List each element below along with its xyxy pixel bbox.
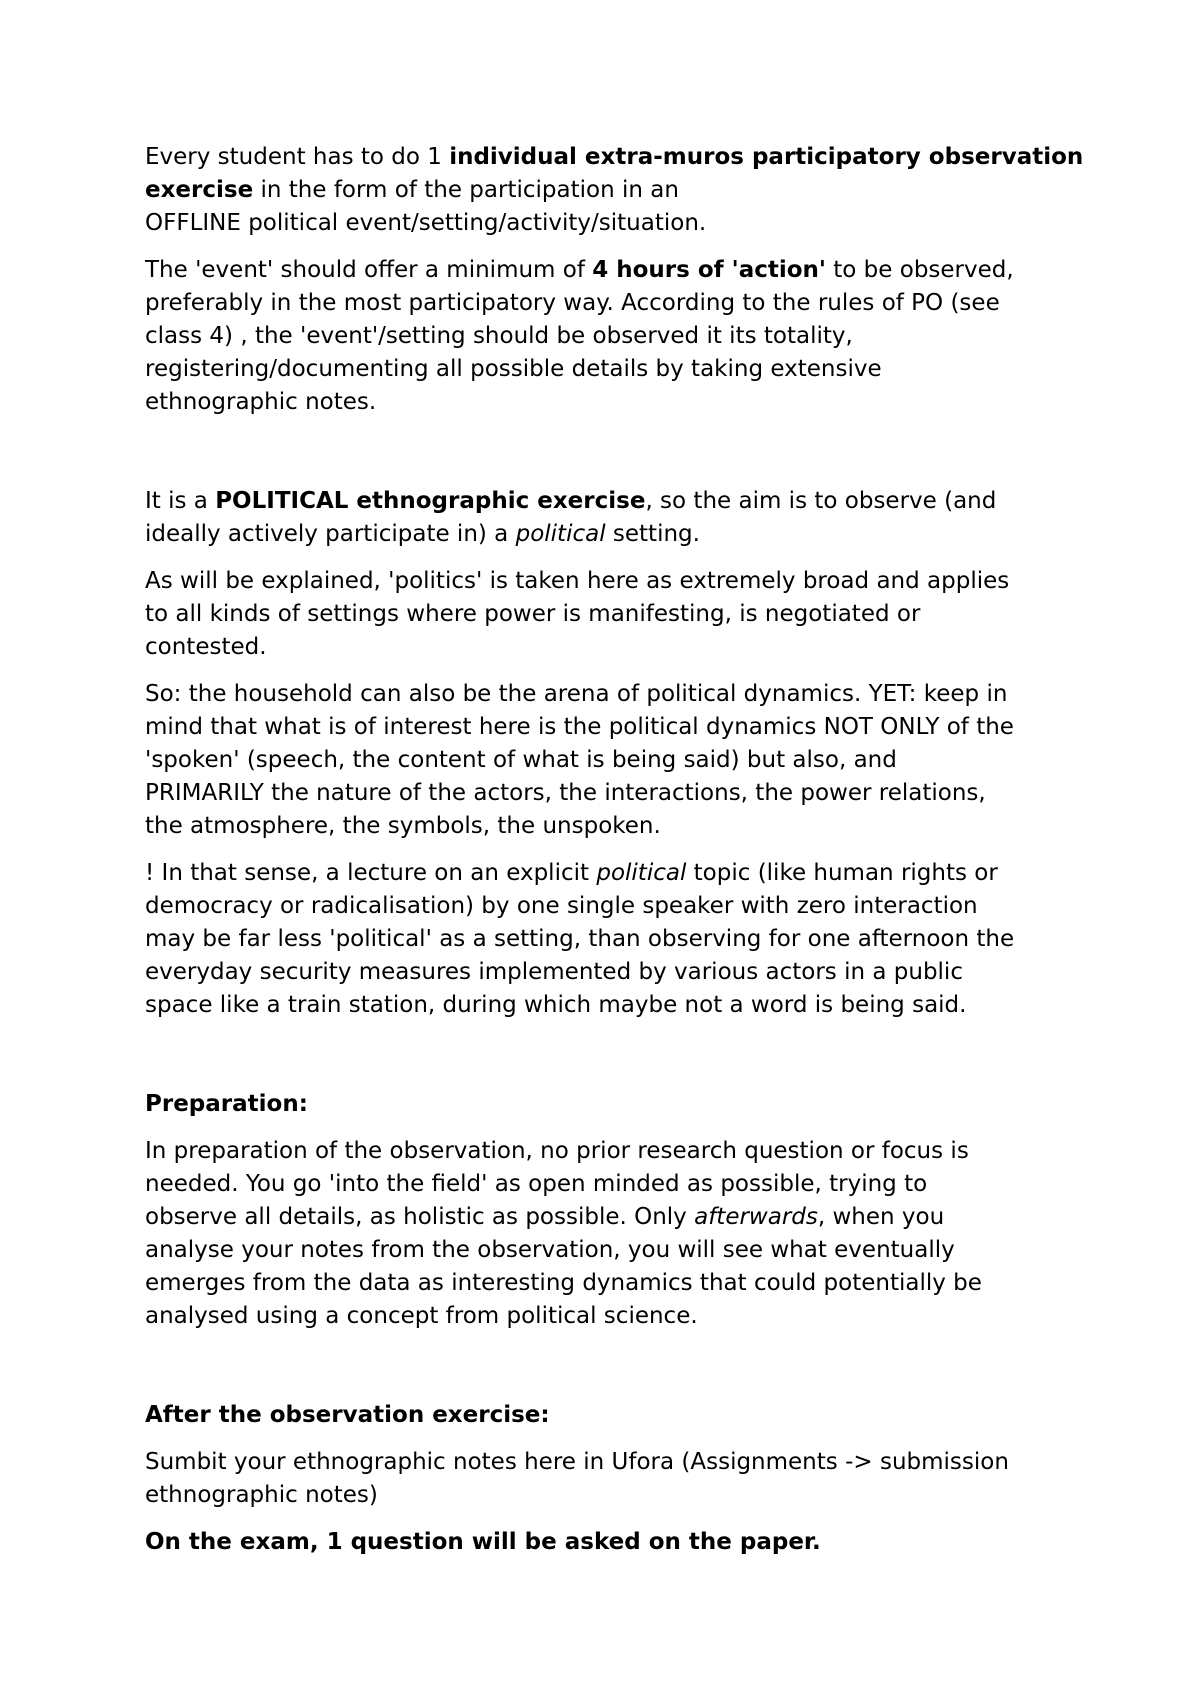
paragraph-household: So: the household can also be the arena of political dynamics. YET: keep in mind that what is of interest here is the political dynamics NOT ONLY of the 'spoken' (speech, the content of what is being said) but also, and PRIMARILY the nature of the actors, the interactions, the power relations, the atmosphere, the symbols, the unspoken. (145, 681, 1014, 839)
heading-preparation: Preparation: (145, 1091, 308, 1117)
heading-after-observation: After the observation exercise: (145, 1402, 550, 1428)
paragraph-political-exercise: It is a POLITICAL ethnographic exercise, so the aim is to observe (and ideally actively participate in) a political setting. (145, 488, 997, 547)
bold-phrase: 4 hours of 'action' (592, 257, 826, 283)
italic-word: political (515, 521, 606, 547)
paragraph-submission: Sumbit your ethnographic notes here in Ufora (Assignments -> submission ethnographic notes) (145, 1449, 1009, 1508)
paragraph-preparation: In preparation of the observation, no prior research question or focus is needed. You go 'into the field' as open minded as possible, trying to observe all details, as holistic as possible. Only afterwards, when you analyse your notes from the observation, you will see what eventually emerges from the data as interesting dynamics that could potentially be analysed using a concept from political science. (145, 1138, 982, 1329)
paragraph-exam-note: On the exam, 1 question will be asked on the paper. (145, 1529, 821, 1555)
bold-phrase: individual extra-muros participatory observation exercise (145, 144, 1084, 203)
italic-word: political (596, 860, 687, 886)
paragraph-event-duration: The 'event' should offer a minimum of 4 hours of 'action' to be observed, preferably in the most participatory way. According to the rules of PO (see class 4) , the 'event'/setting should be observed it its totality, registering/documenting all possible details by taking extensive ethnographic notes. (145, 257, 1014, 415)
paragraph-politics-definition: As will be explained, 'politics' is taken here as extremely broad and applies to all kinds of settings where power is manifesting, is negotiated or contested. (145, 568, 1010, 660)
paragraph-intro: Every student has to do 1 individual extra-muros participatory observation exercise in the form of the participation in an OFFLINE political event/setting/activity/situation. (145, 144, 1084, 236)
bold-phrase: POLITICAL ethnographic exercise (215, 488, 646, 514)
paragraph-lecture-example: ! In that sense, a lecture on an explicit political topic (like human rights or democracy or radicalisation) by one single speaker with zero interaction may be far less 'political' as a setting, than observing for one afternoon the everyday security measures implemented by various actors in a public space like a train station, during which maybe not a word is being said. (145, 860, 1015, 1018)
italic-word: afterwards (694, 1204, 818, 1230)
